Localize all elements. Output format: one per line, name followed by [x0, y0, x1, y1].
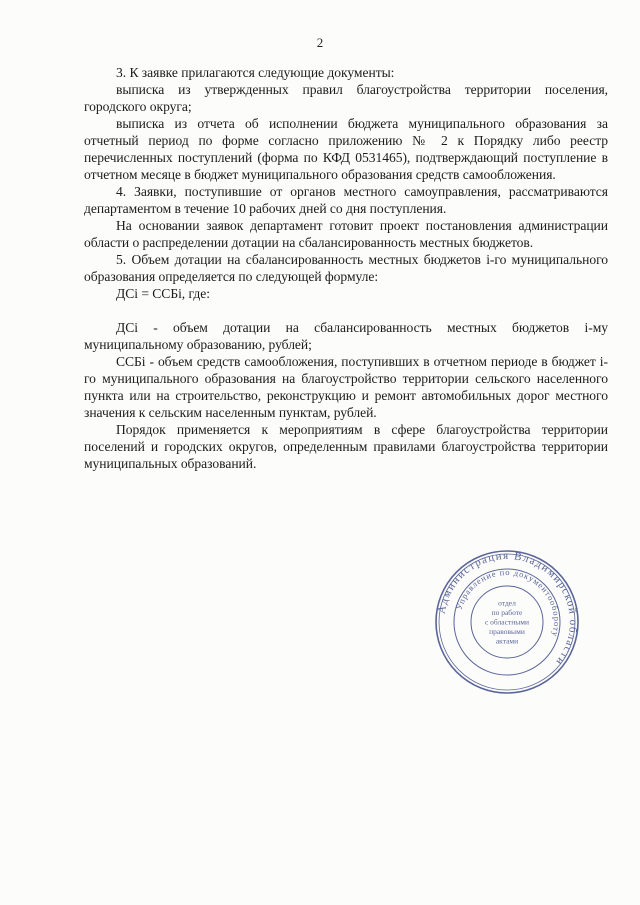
seal-center-text [485, 599, 529, 646]
definition-ssbi: ССБi - объем средств самообложения, поступивших в отчетном периоде в бюджет i-го муниципального образования на благоустройство территории сельского населенного пункта или на строительство, реконструкцию и ремонт автомобильных дорог местного значения к сельским населенным пунктам, рублей. [84, 354, 608, 420]
seal-outer-text: Администрация Владимирской области [435, 549, 580, 669]
formula: ДСi = ССБi, где: [116, 286, 210, 301]
official-seal [434, 549, 580, 695]
seal-center-line: актами [495, 636, 519, 646]
paragraph-5: 5. Объем дотации на сбалансированность местных бюджетов i-го муниципального образования определяется по следующей формуле: [84, 252, 608, 284]
seal-center-line: с областными [484, 617, 530, 627]
seal-inner-text: Управление по документообороту [453, 566, 563, 639]
seal-center-line: правовыми [489, 627, 525, 636]
paragraph-3-intro: 3. К заявке прилагаются следующие документы: [116, 65, 395, 80]
document-body [84, 64, 608, 472]
seal-center-line: отдел [498, 598, 516, 608]
page-number: 2 [316, 35, 324, 50]
paragraph-3-item-1: выписка из утвержденных правил благоустройства территории поселения, городского округа; [84, 82, 608, 114]
paragraph-4-continuation: На основании заявок департамент готовит проект постановления администрации области о распределении дотации на сбалансированность местных бюджетов. [84, 218, 608, 250]
seal-center-line: по работе [491, 608, 523, 617]
seal-graphic [434, 549, 580, 695]
paragraph-3-item-2: выписка из отчета об исполнении бюджета муниципального образования за отчетный период по форме согласно приложению № 2 к Порядку либо реестр перечисленных поступлений (форма по КФД 0531465), подтверждающий поступление в отчетном месяце в бюджет муниципального образования средств самообложения. [84, 116, 608, 182]
definition-dsi: ДСi - объем дотации на сбалансированность местных бюджетов i-му муниципальному образованию, рублей; [84, 320, 608, 352]
paragraph-4: 4. Заявки, поступившие от органов местного самоуправления, рассматриваются департаментом в течение 10 рабочих дней со дня поступления. [84, 184, 608, 216]
spacer [84, 302, 608, 319]
paragraph-final: Порядок применяется к мероприятиям в сфере благоустройства территории поселений и городских округов, определенным правилами благоустройства территории муниципальных образований. [84, 422, 608, 471]
